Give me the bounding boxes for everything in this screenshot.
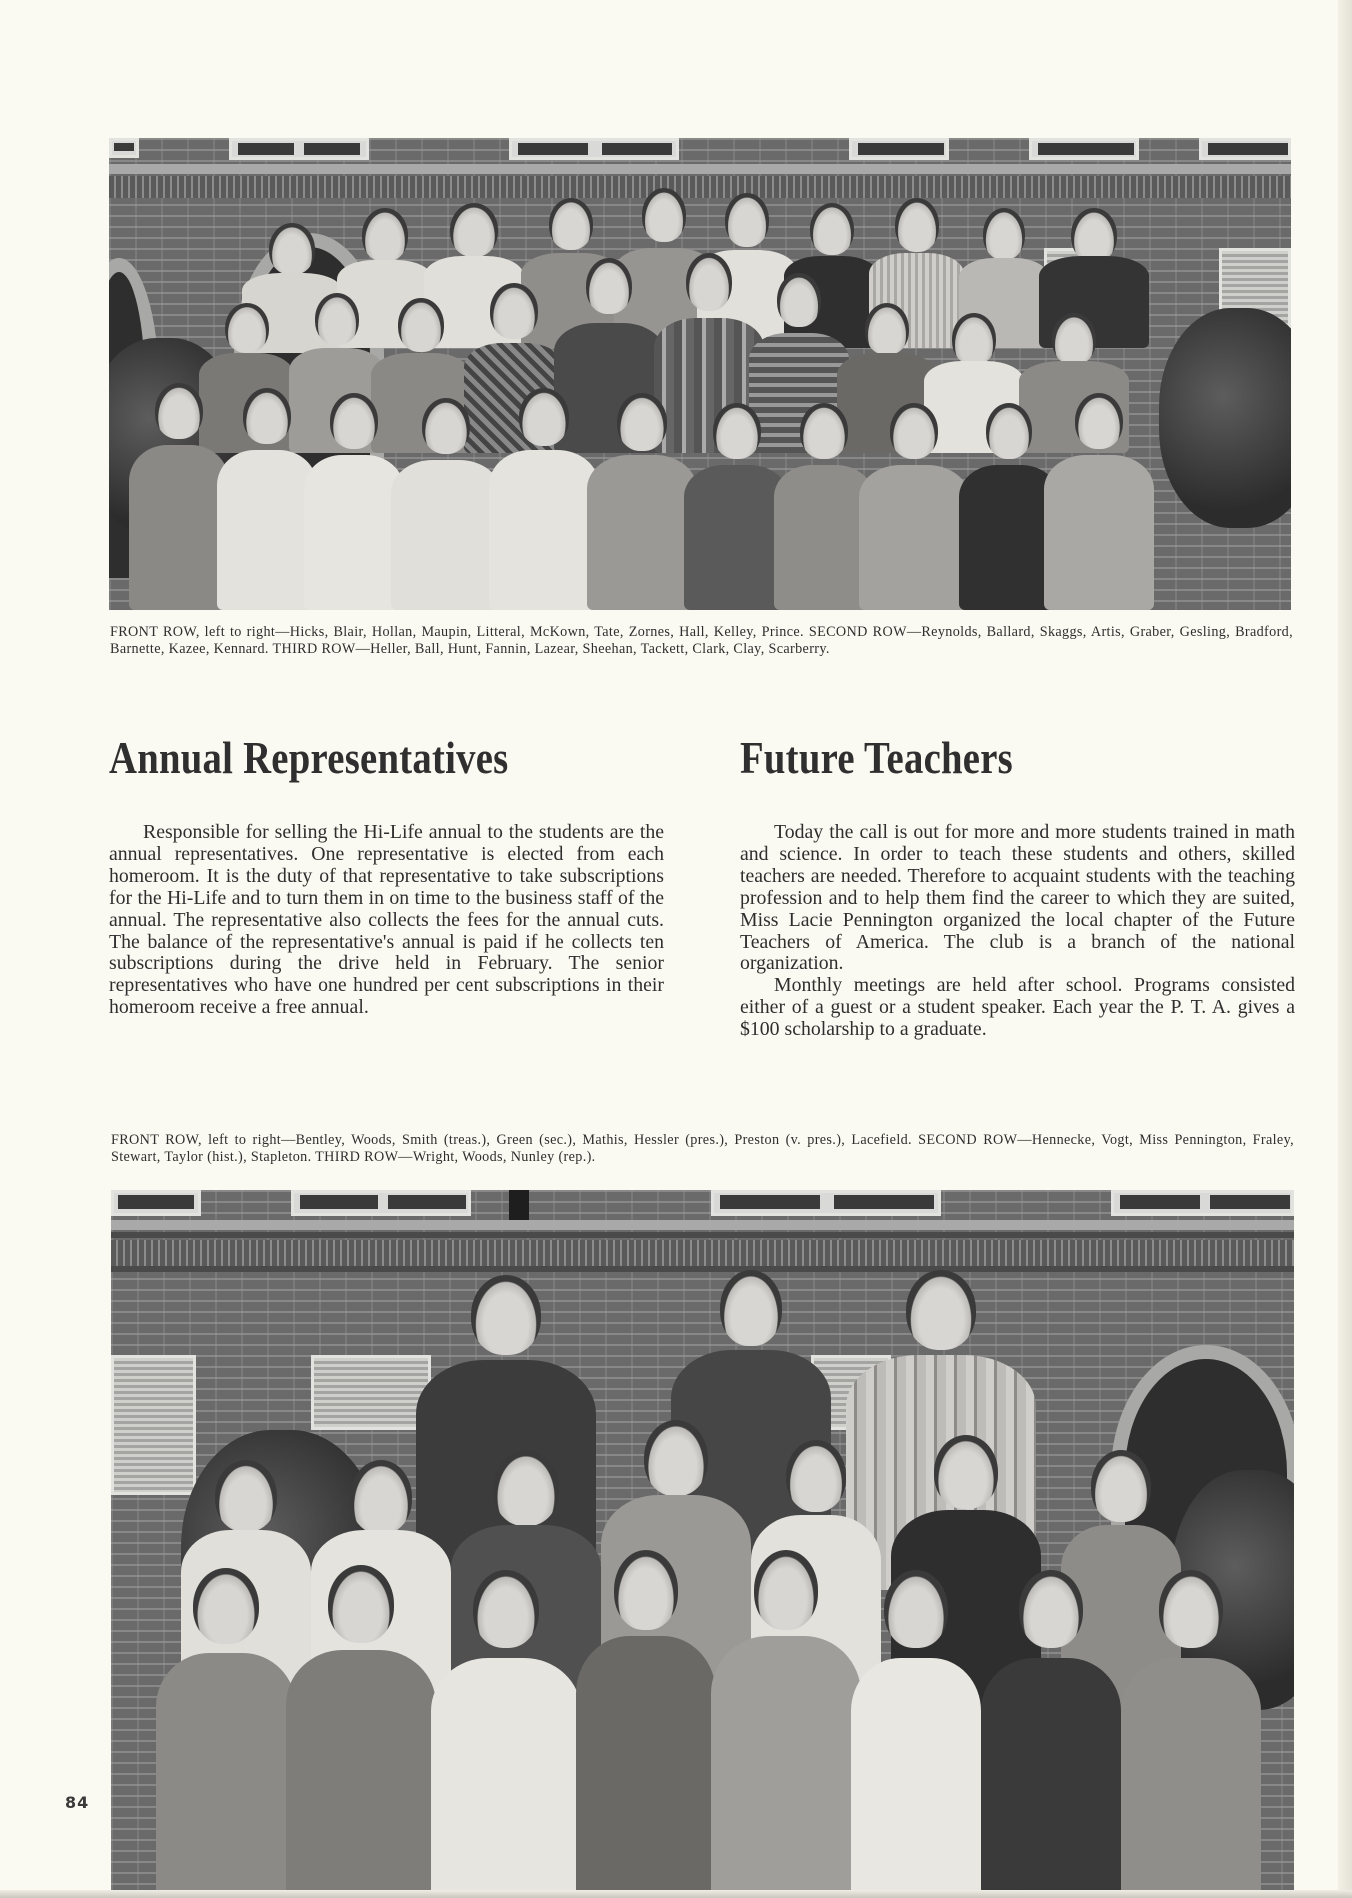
window xyxy=(291,1190,471,1216)
page-bottom-edge xyxy=(0,1890,1352,1898)
window xyxy=(1199,138,1291,160)
window xyxy=(311,1355,431,1430)
page-number: 84 xyxy=(65,1793,90,1812)
stone-band xyxy=(109,164,1291,174)
future-teachers-text xyxy=(740,822,1295,1041)
student xyxy=(431,1570,581,1898)
annual-representatives-text xyxy=(109,822,664,1019)
window xyxy=(229,138,369,160)
student xyxy=(1044,393,1154,610)
student xyxy=(156,1568,296,1898)
student xyxy=(304,393,404,610)
student xyxy=(711,1550,861,1898)
student xyxy=(391,398,501,610)
stone-band xyxy=(111,1220,1294,1230)
brick-course xyxy=(111,1240,1294,1266)
annual-representatives-caption: FRONT ROW, left to right—Hicks, Blair, Hollan, Maupin, Litteral, McKown, Tate, Zornes, Hall, Kelley, Prince. SECOND ROW—Reynolds, Ballard, Skaggs, Artis, Graber, Gesling, Bradford, Barnette, Kazee, Kennard. THIRD ROW—Heller, Ball, Hunt, Fannin, Lazear, Sheehan, Tackett, Clark, Clay, Scarberry. xyxy=(110,624,1293,657)
window xyxy=(109,138,139,158)
annual-representatives-photo xyxy=(109,138,1291,610)
student xyxy=(576,1550,716,1898)
window xyxy=(1029,138,1139,160)
window xyxy=(849,138,949,160)
student xyxy=(129,383,229,610)
future-teachers-photo xyxy=(111,1190,1294,1898)
student xyxy=(217,388,317,610)
student xyxy=(851,1570,981,1898)
window xyxy=(711,1190,941,1216)
student xyxy=(489,388,599,610)
student xyxy=(859,403,969,610)
student xyxy=(587,393,697,610)
window xyxy=(509,138,679,160)
paragraph: Responsible for selling the Hi-Life annual to the students are the annual representatives. One representative is elected from each homeroom. It is the duty of that representative to take subscriptions for the Hi-Life and to turn them in on time to the business staff of the annual. The representative also collects the fees for the annual cuts. The balance of the representative's annual is paid if he collects ten subscriptions during the drive held in February. The senior representatives who have one hundred per cent subscriptions in their homeroom receive a free annual. xyxy=(109,821,664,1019)
window xyxy=(111,1190,201,1216)
student xyxy=(286,1565,436,1898)
student xyxy=(1121,1570,1261,1898)
window xyxy=(1111,1190,1294,1216)
paragraph: Today the call is out for more and more students trained in math and science. In order to teach these students and others, skilled teachers are needed. Therefore to acquaint students with the teaching profession and to help them find the career to which they are suited, Miss Lacie Pennington organized the local chapter of the Future Teachers of America. The club is a branch of the national organization. xyxy=(740,821,1295,975)
student xyxy=(981,1570,1121,1898)
future-teachers-heading: Future Teachers xyxy=(740,733,1013,783)
shrub xyxy=(1159,308,1291,528)
annual-representatives-heading: Annual Representatives xyxy=(109,733,509,783)
paragraph: Monthly meetings are held after school. Programs consisted either of a guest or a student speaker. Each year the P. T. A. gives a $100 scholarship to a graduate. xyxy=(740,974,1295,1041)
page-edge xyxy=(1338,0,1352,1898)
future-teachers-caption: FRONT ROW, left to right—Bentley, Woods, Smith (treas.), Green (sec.), Mathis, Hessler (pres.), Preston (v. pres.), Lacefield. SECOND ROW—Hennecke, Vogt, Miss Pennington, Fraley, Stewart, Taylor (hist.), Stapleton. THIRD ROW—Wright, Woods, Nunley (rep.). xyxy=(111,1132,1294,1165)
stone-band-shadow xyxy=(111,1232,1294,1238)
